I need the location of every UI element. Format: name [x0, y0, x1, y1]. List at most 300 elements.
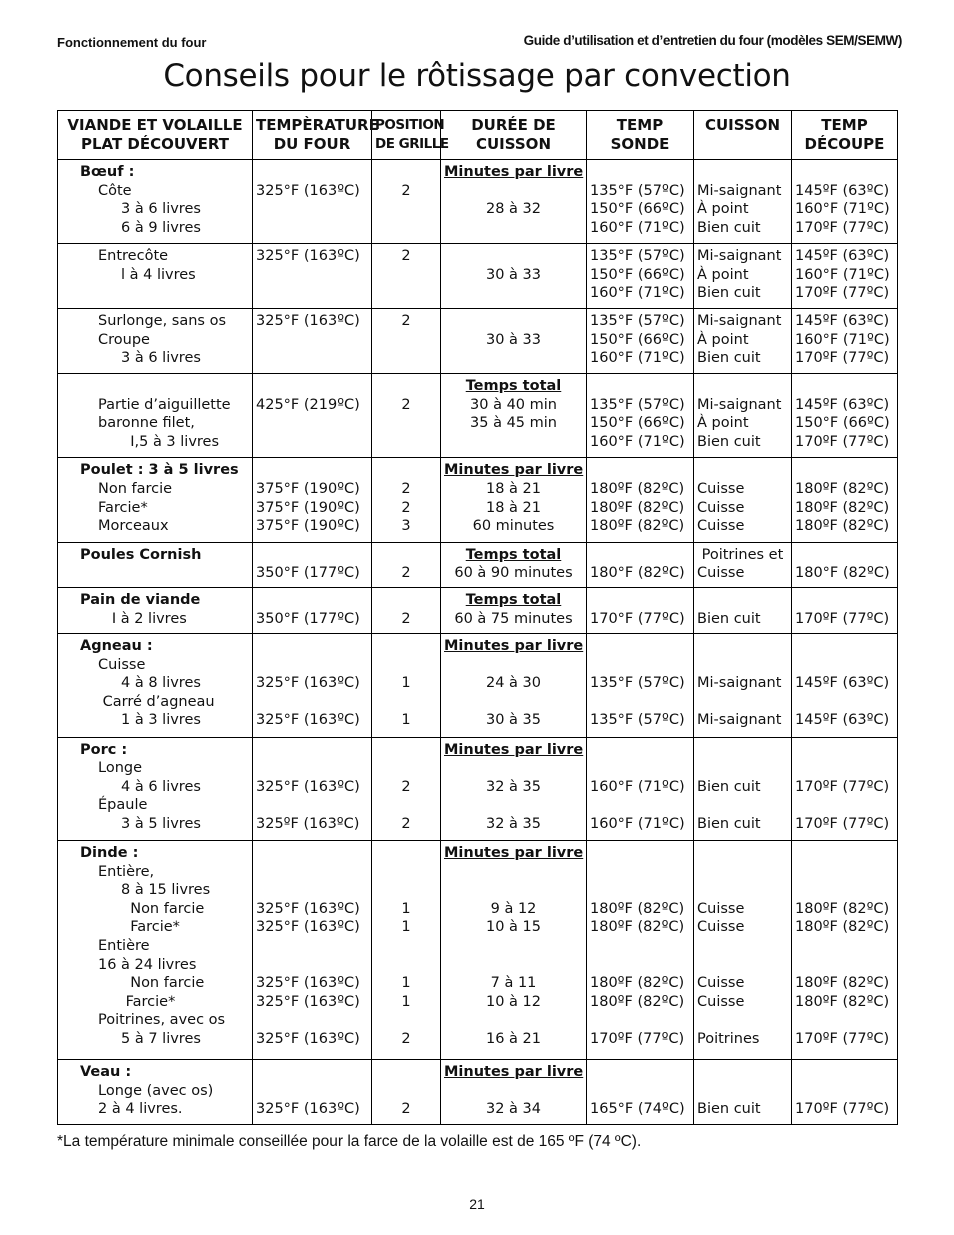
carving-temp-line [795, 591, 894, 610]
table-row [58, 841, 898, 1060]
cook-time-line: 10 à 12 [485, 993, 541, 1010]
cell-oven-temp [253, 374, 372, 458]
cell-oven-temp [253, 309, 372, 374]
rack-position-line [375, 284, 437, 303]
carving-temp-line: 170ºF (77ºC) [795, 285, 890, 302]
doneness-line: À point [697, 266, 749, 283]
meat-line: Cuisse [98, 656, 146, 673]
carving-temp-line: 145ºF (63ºC) [795, 248, 890, 265]
rack-position-line: 2 [401, 499, 411, 516]
doneness-line [697, 461, 788, 480]
page-title: Conseils pour le rôtissage par convection [163, 58, 791, 94]
header-doneness: CUISSON [694, 111, 792, 160]
doneness-line [697, 796, 788, 815]
rack-position-line [375, 266, 437, 285]
probe-temp-line [590, 546, 690, 565]
rack-position-line [375, 200, 437, 219]
meat-line: l à 4 livres [121, 266, 196, 283]
rack-position-line [375, 331, 437, 350]
cell-doneness [694, 588, 792, 634]
meat-line: Partie d’aiguillette [98, 396, 231, 413]
cook-time-line: Temps total [465, 592, 562, 609]
cell-probe-temp [587, 542, 694, 588]
doneness-line [697, 937, 788, 956]
oven-temp-line [256, 266, 368, 285]
rack-position-line [375, 844, 437, 863]
cell-rack-position [372, 1059, 441, 1124]
cook-time-line: 30 à 40 min [470, 396, 557, 413]
meat-line [61, 564, 249, 583]
doneness-line: Mi-saignant [697, 396, 782, 413]
cell-doneness [694, 542, 792, 588]
oven-temp-line: 350°F (177ºC) [256, 565, 360, 582]
cell-cook-time [441, 458, 587, 542]
meat-line: 6 à 9 livres [121, 219, 201, 236]
cell-carving-temp [792, 588, 898, 634]
rack-position-line [375, 591, 437, 610]
meat-line: I,5 à 3 livres [121, 433, 220, 450]
cell-meat [58, 374, 253, 458]
probe-temp-line: 180ºF (82ºC) [590, 518, 685, 535]
cell-oven-temp [253, 841, 372, 1060]
oven-temp-line [256, 349, 368, 368]
probe-temp-line: 160°F (71ºC) [590, 350, 685, 367]
cook-time-line [444, 247, 583, 266]
meat-line: Morceaux [98, 518, 169, 535]
cell-rack-position [372, 634, 441, 737]
oven-temp-line [256, 163, 368, 182]
doneness-line [697, 637, 788, 656]
rack-position-line [375, 1082, 437, 1101]
probe-temp-line: 150°F (66ºC) [590, 201, 685, 218]
oven-temp-line: 375°F (190ºC) [256, 518, 360, 535]
cell-probe-temp [587, 737, 694, 840]
table-row [58, 458, 898, 542]
guide-header: Guide d’utilisation et d’entretien du four (modèles SEM/SEMW) [523, 33, 902, 48]
probe-temp-line [590, 637, 690, 656]
probe-temp-line: 180ºF (82ºC) [590, 993, 685, 1010]
cell-cook-time [441, 244, 587, 309]
rack-position-line [375, 863, 437, 882]
oven-temp-line: 325°F (163ºC) [256, 313, 360, 330]
rack-position-line [375, 881, 437, 900]
probe-temp-line: 135°F (57ºC) [590, 313, 685, 330]
meat-line: Non farcie [121, 975, 205, 992]
rack-position-line [375, 219, 437, 238]
rack-position-line: 3 [401, 518, 411, 535]
cell-meat [58, 542, 253, 588]
cook-time-line: Minutes par livre [444, 1063, 584, 1080]
cook-time-line [444, 881, 583, 900]
carving-temp-line [795, 796, 894, 815]
rack-position-line [375, 656, 437, 675]
carving-temp-line: 170ºF (77ºC) [795, 778, 890, 795]
header-meat: VIANDE ET VOLAILLE PLAT DÉCOUVERT [58, 111, 253, 160]
cell-carving-temp [792, 374, 898, 458]
rack-position-line: 1 [401, 712, 411, 729]
carving-temp-line: 145ºF (63ºC) [795, 396, 890, 413]
probe-temp-line: 150°F (66ºC) [590, 266, 685, 283]
probe-temp-line [590, 881, 690, 900]
cell-meat [58, 160, 253, 244]
cell-carving-temp [792, 458, 898, 542]
oven-temp-line [256, 881, 368, 900]
carving-temp-line: 145ºF (63ºC) [795, 675, 890, 692]
oven-temp-line [256, 377, 368, 396]
cell-oven-temp [253, 588, 372, 634]
meat-line: Croupe [98, 331, 150, 348]
oven-temp-line [256, 200, 368, 219]
probe-temp-line [590, 1082, 690, 1101]
rack-position-line [375, 796, 437, 815]
cell-doneness [694, 1059, 792, 1124]
cell-doneness [694, 244, 792, 309]
rack-position-line: 2 [401, 778, 411, 795]
cook-time-line [444, 956, 583, 975]
cell-meat [58, 1059, 253, 1124]
carving-temp-line [795, 461, 894, 480]
rack-position-line [375, 956, 437, 975]
cell-oven-temp [253, 458, 372, 542]
table-row [58, 374, 898, 458]
meat-line: Carré d’agneau [98, 693, 215, 710]
cook-time-line [444, 219, 583, 238]
oven-temp-line: 325°F (163ºC) [256, 248, 360, 265]
rack-position-line [375, 377, 437, 396]
probe-temp-line [590, 759, 690, 778]
rack-position-line: 2 [401, 182, 411, 199]
meat-line: Longe (avec os) [98, 1082, 214, 1099]
doneness-line: Poitrines [697, 1030, 760, 1047]
rack-position-line [375, 693, 437, 712]
cell-oven-temp [253, 160, 372, 244]
carving-temp-line: 145ºF (63ºC) [795, 313, 890, 330]
meat-line: 3 à 5 livres [121, 815, 201, 832]
cell-rack-position [372, 588, 441, 634]
doneness-line: Mi-saignant [697, 675, 782, 692]
probe-temp-line: 180ºF (82ºC) [590, 900, 685, 917]
cell-carving-temp [792, 737, 898, 840]
meat-line: Entrecôte [98, 248, 169, 265]
meat-line: Farcie* [121, 993, 176, 1010]
cell-probe-temp [587, 841, 694, 1060]
doneness-line: À point [697, 331, 749, 348]
carving-temp-line: 180ºF (82ºC) [795, 993, 890, 1010]
oven-temp-line: 325°F (163ºC) [256, 919, 360, 936]
oven-temp-line: 325°F (163ºC) [256, 675, 360, 692]
carving-temp-line: 180ºF (82ºC) [795, 499, 890, 516]
cell-probe-temp [587, 244, 694, 309]
doneness-line [697, 1063, 788, 1082]
cell-oven-temp [253, 542, 372, 588]
cook-time-line [444, 1011, 583, 1030]
doneness-line [697, 591, 788, 610]
carving-temp-line: 180ºF (82ºC) [795, 919, 890, 936]
probe-temp-line: 150°F (66ºC) [590, 415, 685, 432]
meat-line: 3 à 6 livres [121, 350, 201, 367]
cell-probe-temp [587, 309, 694, 374]
carving-temp-line: 170ºF (77ºC) [795, 433, 890, 450]
probe-temp-line [590, 937, 690, 956]
cook-time-line [444, 656, 583, 675]
carving-temp-line [795, 881, 894, 900]
oven-temp-line: 325ºF (163ºC) [256, 815, 360, 832]
doneness-line [697, 693, 788, 712]
oven-temp-line [256, 796, 368, 815]
cell-carving-temp [792, 160, 898, 244]
cook-time-line: 24 à 30 [485, 675, 541, 692]
carving-temp-line: 170ºF (77ºC) [795, 1030, 890, 1047]
cook-time-line [444, 796, 583, 815]
cell-probe-temp [587, 374, 694, 458]
probe-temp-line: 180ºF (82ºC) [590, 975, 685, 992]
oven-temp-line: 325°F (163ºC) [256, 778, 360, 795]
doneness-line [697, 759, 788, 778]
carving-temp-line [795, 163, 894, 182]
carving-temp-line: 170ºF (77ºC) [795, 350, 890, 367]
probe-temp-line [590, 741, 690, 760]
carving-temp-line [795, 637, 894, 656]
probe-temp-line [590, 844, 690, 863]
probe-temp-line [590, 656, 690, 675]
cell-oven-temp [253, 244, 372, 309]
probe-temp-line: 135°F (57ºC) [590, 248, 685, 265]
doneness-line [697, 956, 788, 975]
cook-time-line: 30 à 35 [485, 712, 541, 729]
oven-temp-line: 425°F (219ºC) [256, 396, 360, 413]
table-row [58, 309, 898, 374]
cell-doneness [694, 841, 792, 1060]
carving-temp-line [795, 546, 894, 565]
rack-position-line [375, 414, 437, 433]
cell-doneness [694, 737, 792, 840]
meat-line: Poules Cornish [80, 546, 202, 563]
meat-line: Entière [98, 937, 150, 954]
probe-temp-line: 135°F (57ºC) [590, 712, 685, 729]
cell-meat [58, 841, 253, 1060]
rack-position-line: 1 [401, 919, 411, 936]
probe-temp-line [590, 163, 690, 182]
oven-temp-line: 325°F (163ºC) [256, 975, 360, 992]
cook-time-line: Temps total [465, 378, 562, 395]
meat-line: Pain de viande [80, 592, 201, 609]
table-row [58, 634, 898, 737]
carving-temp-line [795, 741, 894, 760]
oven-temp-line: 325°F (163ºC) [256, 900, 360, 917]
rack-position-line [375, 163, 437, 182]
carving-temp-line: 160°F (71ºC) [795, 201, 890, 218]
cell-doneness [694, 634, 792, 737]
cook-time-line: 35 à 45 min [470, 415, 557, 432]
rack-position-line [375, 1011, 437, 1030]
doneness-line: Bien cuit [697, 350, 761, 367]
carving-temp-line: 180°F (82ºC) [795, 565, 890, 582]
carving-temp-line: 170ºF (77ºC) [795, 610, 890, 627]
table-row [58, 160, 898, 244]
carving-temp-line: 160°F (71ºC) [795, 266, 890, 283]
doneness-line: Bien cuit [697, 285, 761, 302]
carving-temp-line [795, 863, 894, 882]
meat-line: Agneau : [80, 638, 153, 655]
meat-line: Farcie* [121, 919, 180, 936]
cook-time-line: 10 à 15 [485, 919, 541, 936]
cell-carving-temp [792, 634, 898, 737]
probe-temp-line [590, 1063, 690, 1082]
rack-position-line: 2 [401, 815, 411, 832]
doneness-line: Bien cuit [697, 1101, 761, 1118]
probe-temp-line: 160°F (71ºC) [590, 778, 685, 795]
carving-temp-line: 170ºF (77ºC) [795, 815, 890, 832]
carving-temp-line [795, 759, 894, 778]
rack-position-line [375, 461, 437, 480]
cell-carving-temp [792, 309, 898, 374]
meat-line: Poulet : 3 à 5 livres [80, 462, 239, 479]
rack-position-line: 2 [401, 248, 411, 265]
carving-temp-line: 150°F (66ºC) [795, 415, 890, 432]
doneness-line: Bien cuit [697, 815, 761, 832]
meat-line [61, 284, 249, 303]
carving-temp-line [795, 844, 894, 863]
probe-temp-line: 160°F (71ºC) [590, 219, 685, 236]
cook-time-line [444, 433, 583, 452]
meat-line: Bœuf : [80, 164, 135, 180]
cell-probe-temp [587, 160, 694, 244]
rack-position-line [375, 637, 437, 656]
probe-temp-line: 170ºF (77ºC) [590, 1030, 685, 1047]
cook-time-line: 28 à 32 [485, 201, 541, 218]
carving-temp-line: 180ºF (82ºC) [795, 480, 890, 497]
cell-probe-temp [587, 458, 694, 542]
cell-cook-time [441, 160, 587, 244]
carving-temp-line [795, 1063, 894, 1082]
probe-temp-line: 160°F (71ºC) [590, 285, 685, 302]
doneness-line [697, 163, 788, 182]
cell-cook-time [441, 737, 587, 840]
doneness-line: Mi-saignant [697, 313, 782, 330]
probe-temp-line: 150°F (66ºC) [590, 331, 685, 348]
carving-temp-line: 160°F (71ºC) [795, 331, 890, 348]
probe-temp-line: 180°F (82ºC) [590, 565, 685, 582]
doneness-line: Mi-saignant [697, 248, 782, 265]
cell-carving-temp [792, 1059, 898, 1124]
meat-line: 4 à 6 livres [121, 778, 201, 795]
probe-temp-line [590, 956, 690, 975]
oven-temp-line: 325°F (163ºC) [256, 712, 360, 729]
cell-meat [58, 634, 253, 737]
meat-line: Non farcie [98, 480, 173, 497]
cook-time-line: 16 à 21 [485, 1030, 541, 1047]
oven-temp-line: 375°F (190ºC) [256, 499, 360, 516]
cell-rack-position [372, 374, 441, 458]
cook-time-line [444, 1082, 583, 1101]
cell-meat [58, 588, 253, 634]
oven-temp-line [256, 741, 368, 760]
cell-meat [58, 458, 253, 542]
probe-temp-line [590, 1011, 690, 1030]
header-oven-temp: TEMPÈRATURE DU FOUR [253, 111, 372, 160]
oven-temp-line [256, 656, 368, 675]
rack-position-line: 2 [401, 1101, 411, 1118]
cook-time-line: Minutes par livre [444, 638, 584, 655]
meat-line: baronne filet, [98, 415, 195, 432]
cell-carving-temp [792, 542, 898, 588]
meat-line: I à 2 livres [98, 610, 187, 627]
cook-time-line: 30 à 33 [485, 331, 541, 348]
cell-doneness [694, 458, 792, 542]
carving-temp-line: 180ºF (82ºC) [795, 975, 890, 992]
cook-time-line [444, 312, 583, 331]
meat-line: 4 à 8 livres [121, 675, 201, 692]
probe-temp-line [590, 863, 690, 882]
cell-cook-time [441, 542, 587, 588]
cook-time-line: 32 à 35 [485, 815, 541, 832]
meat-line: 3 à 6 livres [121, 201, 201, 218]
cell-probe-temp [587, 588, 694, 634]
meat-line [61, 377, 249, 396]
cook-time-line [444, 759, 583, 778]
carving-temp-line [795, 1011, 894, 1030]
rack-position-line: 2 [401, 480, 411, 497]
carving-temp-line [795, 377, 894, 396]
meat-line: Poitrines, avec os [98, 1012, 226, 1029]
probe-temp-line [590, 693, 690, 712]
meat-line: Épaule [98, 797, 148, 814]
doneness-line [697, 656, 788, 675]
cell-rack-position [372, 160, 441, 244]
table-row [58, 244, 898, 309]
section-header: Fonctionnement du four [57, 35, 207, 50]
doneness-line: Mi-saignant [697, 712, 782, 729]
doneness-line [697, 863, 788, 882]
cell-cook-time [441, 634, 587, 737]
doneness-line: À point [697, 415, 749, 432]
meat-line: Non farcie [121, 900, 205, 917]
rack-position-line: 2 [401, 313, 411, 330]
oven-temp-line [256, 1011, 368, 1030]
cell-meat [58, 309, 253, 374]
doneness-line: Bien cuit [697, 778, 761, 795]
probe-temp-line: 165°F (74ºC) [590, 1101, 685, 1118]
probe-temp-line: 170°F (77ºC) [590, 610, 685, 627]
cook-time-line [444, 284, 583, 303]
carving-temp-line: 145ºF (63ºC) [795, 712, 890, 729]
doneness-line: Cuisse [697, 975, 745, 992]
page-number: 21 [469, 1196, 485, 1212]
cook-time-line: 32 à 35 [485, 778, 541, 795]
cell-carving-temp [792, 841, 898, 1060]
probe-temp-line [590, 461, 690, 480]
cook-time-line [444, 693, 583, 712]
doneness-line [697, 741, 788, 760]
doneness-line: Bien cuit [697, 433, 761, 450]
cell-rack-position [372, 244, 441, 309]
meat-line: 5 à 7 livres [121, 1030, 201, 1047]
oven-temp-line: 350°F (177ºC) [256, 610, 360, 627]
table-row [58, 1059, 898, 1124]
header-carving-temp: TEMP DÉCOUPE [792, 111, 898, 160]
cook-time-line: 9 à 12 [490, 900, 537, 917]
cook-time-line: 32 à 34 [485, 1101, 541, 1118]
header-probe-temp: TEMP SONDE [587, 111, 694, 160]
oven-temp-line [256, 1063, 368, 1082]
probe-temp-line: 135°F (57ºC) [590, 396, 685, 413]
meat-line: Surlonge, sans os [98, 313, 227, 330]
cook-time-line: 7 à 11 [490, 975, 537, 992]
cell-rack-position [372, 458, 441, 542]
oven-temp-line [256, 844, 368, 863]
oven-temp-line: 375°F (190ºC) [256, 480, 360, 497]
oven-temp-line: 325°F (163ºC) [256, 993, 360, 1010]
